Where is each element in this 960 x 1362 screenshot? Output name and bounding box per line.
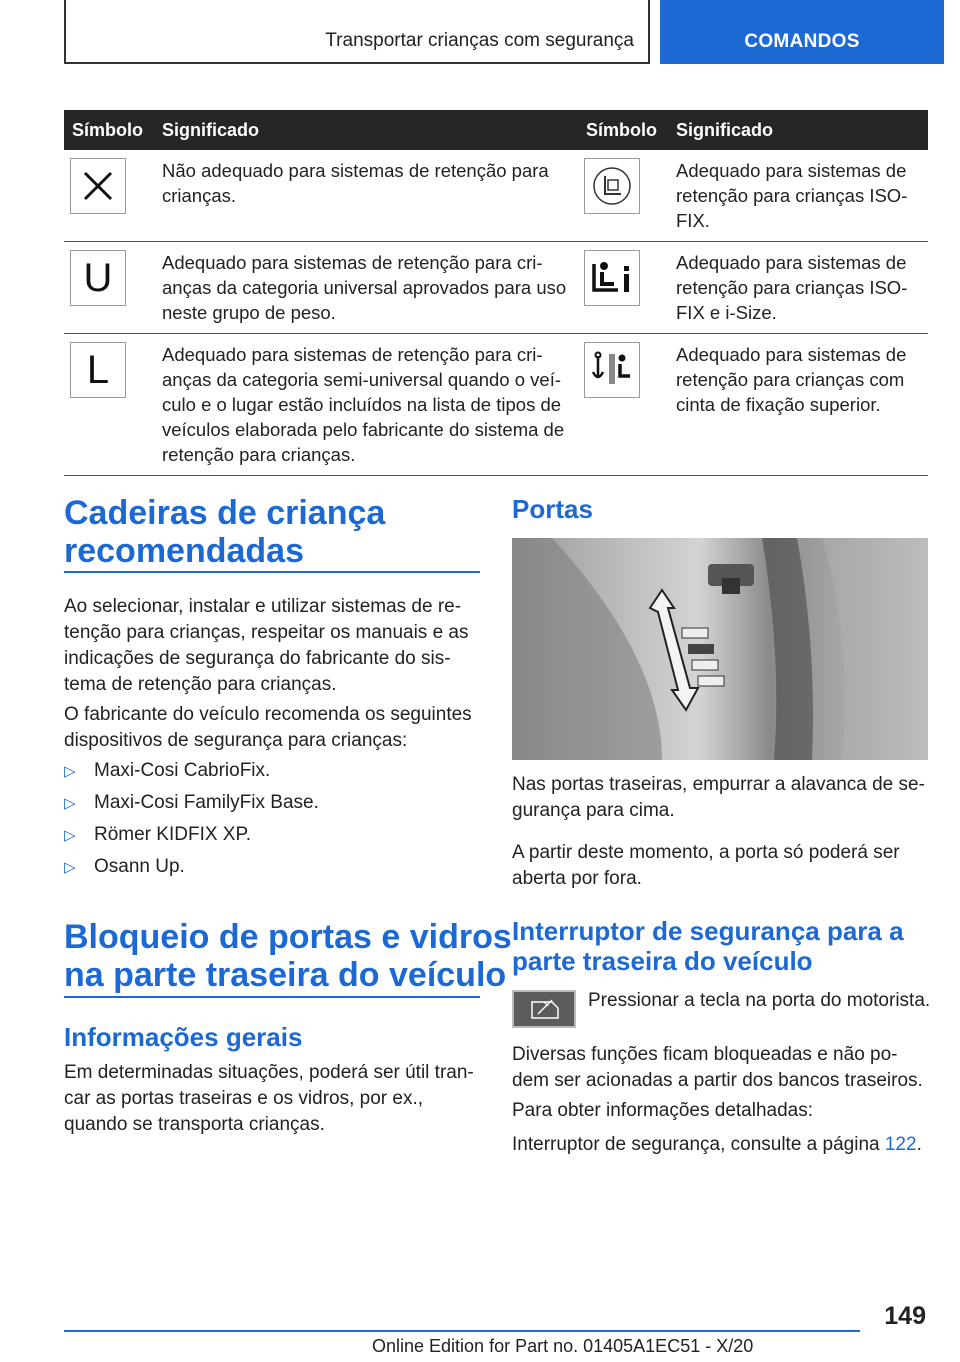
heading-line: Bloqueio de portas e vidros	[64, 918, 512, 956]
heading-line: na parte traseira do veículo	[64, 956, 507, 994]
chapter-label: COMANDOS	[744, 31, 860, 52]
door-child-lock-photo	[512, 538, 928, 760]
bullet-triangle-icon: ▷	[64, 859, 76, 876]
page-number: 149	[884, 1302, 926, 1330]
heading-safety-switch: Interruptor de segurança para a parte traseira do veículo	[512, 916, 904, 976]
not-suitable-x-icon	[70, 158, 126, 214]
paragraph: Ao selecionar, instalar e utilizar sistemas de re- tenção para crianças, respeitar os manuais e as indicações de segurança do fabricante do sis- tema de retenção para crianças.	[64, 596, 469, 695]
list-item: ▷ Osann Up.	[64, 854, 185, 881]
semi-universal-l-icon	[70, 342, 126, 398]
symbol-letter: L	[86, 348, 110, 392]
col-meaning-2: Significado	[668, 110, 928, 150]
paragraph: Em determinadas situações, poderá ser útil tran- car as portas traseiras e os vidros, por ex., quando se transporta crianças.	[64, 1062, 474, 1135]
table-cell: Adequado para sistemas de retenção para crianças ISO-FIX.	[668, 150, 928, 242]
paragraph: A partir deste momento, a porta só poderá ser aberta por fora.	[512, 842, 900, 889]
heading-general-info: Informações gerais	[64, 1022, 303, 1052]
heading-recommended-seats	[64, 494, 385, 570]
header-chapter-tab[interactable]	[660, 0, 944, 64]
table-cell: Adequado para sistemas de retenção para crianças ISO-FIX e i-Size.	[668, 242, 928, 334]
heading-line: Cadeiras de criança	[64, 494, 386, 532]
paragraph: Para obter informações detalhadas:	[512, 1100, 814, 1121]
heading-line: recomendadas	[64, 532, 304, 570]
list-item: ▷ Römer KIDFIX XP.	[64, 822, 251, 849]
heading-rule	[64, 571, 480, 573]
paragraph: Diversas funções ficam bloqueadas e não po- dem ser acionadas a partir dos bancos traseiros.	[512, 1044, 923, 1091]
table-cell: Adequado para sistemas de retenção para cri-anças da categoria semi-universal quando o veí-culo e o lugar estão incluídos na lista de tipos de veículos elaborada pelo fabricante do sistema de retenção para crianças.	[154, 334, 578, 476]
header-section-box	[64, 0, 650, 64]
table-cell: Não adequado para sistemas de retenção para crianças.	[154, 150, 578, 242]
col-symbol: Símbolo	[64, 110, 154, 150]
bullet-triangle-icon: ▷	[64, 827, 76, 844]
page-link[interactable]: 122	[884, 1134, 917, 1155]
paragraph: O fabricante do veículo recomenda os seguintes dispositivos de segurança para crianças:	[64, 704, 472, 751]
section-title: Transportar crianças com segurança	[325, 30, 634, 51]
bullet-triangle-icon: ▷	[64, 763, 76, 780]
paragraph: Interruptor de segurança, consulte a página 122.	[512, 1134, 922, 1155]
window-lock-button-icon	[512, 990, 576, 1028]
paragraph: Nas portas traseiras, empurrar a alavanca de se- gurança para cima.	[512, 774, 925, 821]
footer-rule	[64, 1330, 860, 1332]
heading-door-lock	[64, 918, 512, 994]
footer-edition: Online Edition for Part no. 01405A1EC51 - X/20	[372, 1336, 754, 1356]
isofix-seat-icon	[584, 158, 640, 214]
table-cell: Adequado para sistemas de retenção para crianças com cinta de fixação superior.	[668, 334, 928, 476]
heading-doors: Portas	[512, 494, 593, 524]
table-row	[64, 242, 928, 334]
isofix-i-size-icon	[584, 250, 640, 306]
symbol-letter: U	[83, 256, 113, 300]
symbol-table	[64, 110, 928, 476]
table-row	[64, 334, 928, 476]
top-tether-anchor-icon	[584, 342, 640, 398]
heading-rule	[64, 996, 480, 998]
bullet-triangle-icon: ▷	[64, 795, 76, 812]
col-meaning: Significado	[154, 110, 578, 150]
list-item: ▷ Maxi-Cosi FamilyFix Base.	[64, 790, 319, 817]
table-row	[64, 150, 928, 242]
table-cell: Adequado para sistemas de retenção para cri-anças da categoria universal aprovados para uso neste grupo de peso.	[154, 242, 578, 334]
universal-u-icon	[70, 250, 126, 306]
col-symbol-2: Símbolo	[578, 110, 668, 150]
paragraph: Pressionar a tecla na porta do motorista.	[588, 990, 931, 1011]
list-item: ▷ Maxi-Cosi CabrioFix.	[64, 758, 270, 785]
